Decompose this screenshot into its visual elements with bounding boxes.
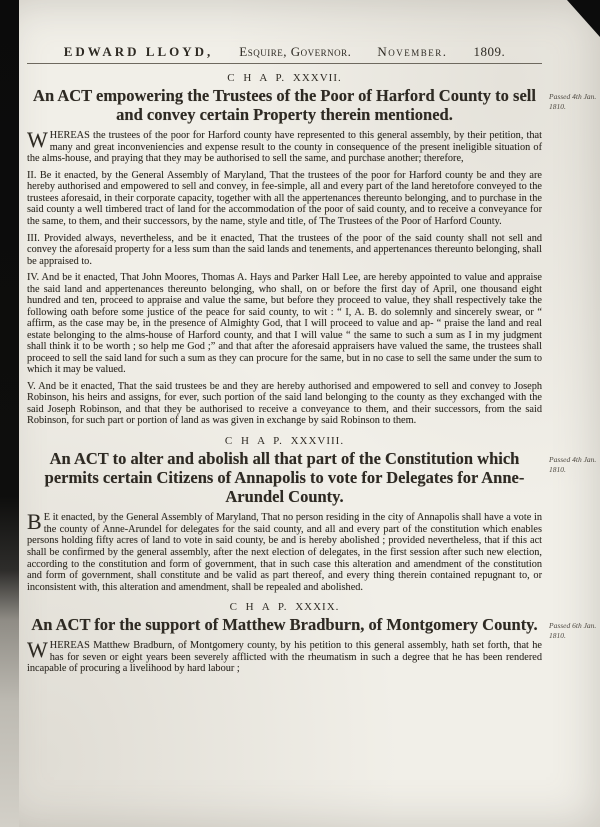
act-title: An ACT to alter and abolish all that part of the Constitution which permits certain Citizens of Annapolis to vote for Delegates for Anne-Arundel County. [44, 449, 525, 507]
scan-corner-mark [567, 0, 600, 37]
scan-edge-artifact [0, 0, 19, 827]
session-year: 1809. [473, 44, 506, 59]
act-paragraph: V. And be it enacted, That the said trustees be and they are hereby authorised and empowered to sell and convey to Joseph Robinson, his heirs and assigns, for ever, such portion of the said land belonging to the county as they exchanged with the said Joseph Robinson, and that they be authorised to receive a conveyance to them, and their successors, from the said Robinson, for such part or portion of land as was given in exchange by said Robinson to them. [27, 380, 542, 427]
chapter-heading: C H A P. XXXVII. [227, 72, 342, 84]
act-paragraph: WHEREAS Matthew Bradburn, of Montgomery county, by his petition to this general assembly, hath set forth, that he has for seven or eight years been severely afflicted with the rheumatism in such a degree that he has been rendered incapable of procuring a livelihood by hard labour ; [27, 637, 542, 675]
act-title: An ACT empowering the Trustees of the Poor of Harford County to sell and convey certain Property therein mentioned. [33, 86, 536, 125]
chapter-xxxviii [27, 435, 597, 593]
chapter-xxxvii [27, 72, 597, 427]
chapter-heading: C H A P. XXXIX. [229, 601, 340, 614]
session-month: November. [377, 44, 448, 59]
page-content [27, 44, 597, 680]
margin-note-passed: Passed 6th Jan. 1810. [549, 621, 597, 640]
margin-note-passed: Passed 4th Jan. 1810. [549, 455, 597, 474]
margin-note-passed: Passed 4th Jan. 1810. [549, 92, 597, 111]
governor-title: Esquire, Governor. [239, 44, 352, 59]
running-head [27, 44, 542, 64]
act-paragraph: II. Be it enacted, by the General Assembly of Maryland, That the trustees of the poor for Harford county be and they are hereby authorised and empowered to sell and convey, in fee-simple, all and every part of the land heretofore conveyed to the trustees aforesaid, in their corporate capacity, together with all the appertenances thereunto belonging, and to purchase in the said county a well timbered tract of land for the accommodation of the poor of said county, and to receive a conveyance for the same, to them, and their successors, by the name, style and title, of The Trustees of the Poor of Harford County. [27, 169, 542, 227]
chapter-xxxix [27, 601, 597, 675]
act-paragraph: IV. And be it enacted, That John Moores, Thomas A. Hays and Parker Hall Lee, are hereby appointed to value and appraise the said land and appertenances thereunto belonging, who shall, on or before the first day of April, one thousand eight hundred and ten, proceed to appraise and value the same, but before they proceed to value, they shall respectively take the following oath before some justice of the peace for said county, to wit : “ I, A. B. do solemnly and sincerely swear, or “ affirm, as the case may be, in the presence of Almighty God, that I will proceed to value and ap- “ praise the land and real estate belonging to the alms-house of Harford county, and that I will value “ the same to such a sum as I in my judgment shall think it to be worth ; so help me God ;” and that after the aforesaid appraisers have valued the same, the trustees shall proceed to sell the said land for such a sum as they can procure for the same, but in no case to sell the same under the sum to which it may be valued. [27, 272, 542, 376]
chapter-heading: C H A P. XXXVIII. [224, 435, 345, 447]
act-title: An ACT for the support of Matthew Bradburn, of Montgomery County. [31, 615, 538, 635]
act-paragraph: WHEREAS the trustees of the poor for Harford county have represented to this general assembly, by their petition, that many and great inconveniencies and expense result to the county in consequence of the present ineligible situation of the alms-house, and praying that they may be authorised to sell the same, and purchase another; therefore, [27, 127, 542, 165]
act-paragraph: III. Provided always, nevertheless, and be it enacted, That the trustees of the poor of the said county shall not sell and convey the aforesaid property for a less sum than the said lands and tenements, and appertenances thereunto belonging, shall be appraised to. [27, 232, 542, 267]
governor-name: EDWARD LLOYD, [63, 44, 214, 59]
act-paragraph: BE it enacted, by the General Assembly of Maryland, That no person residing in the city of Annapolis shall have a vote in the county of Anne-Arundel for delegates for the said county, and all and every part of the constitution which enables persons holding fifty acres of land to vote in said county, be and is hereby abolished ; provided nevertheless, that if this act shall be confirmed by the general assembly, after the next election of delegates, in the first session after such new election, according to the constitution and form of government, that in such case this alteration and amendment of the constitution and form of government, shall constitute and be valid as part thereof, and every thing therein contained repugnant to, or inconsistent with, this alteration and amendment, shall be repealed and abolished. [27, 509, 542, 593]
